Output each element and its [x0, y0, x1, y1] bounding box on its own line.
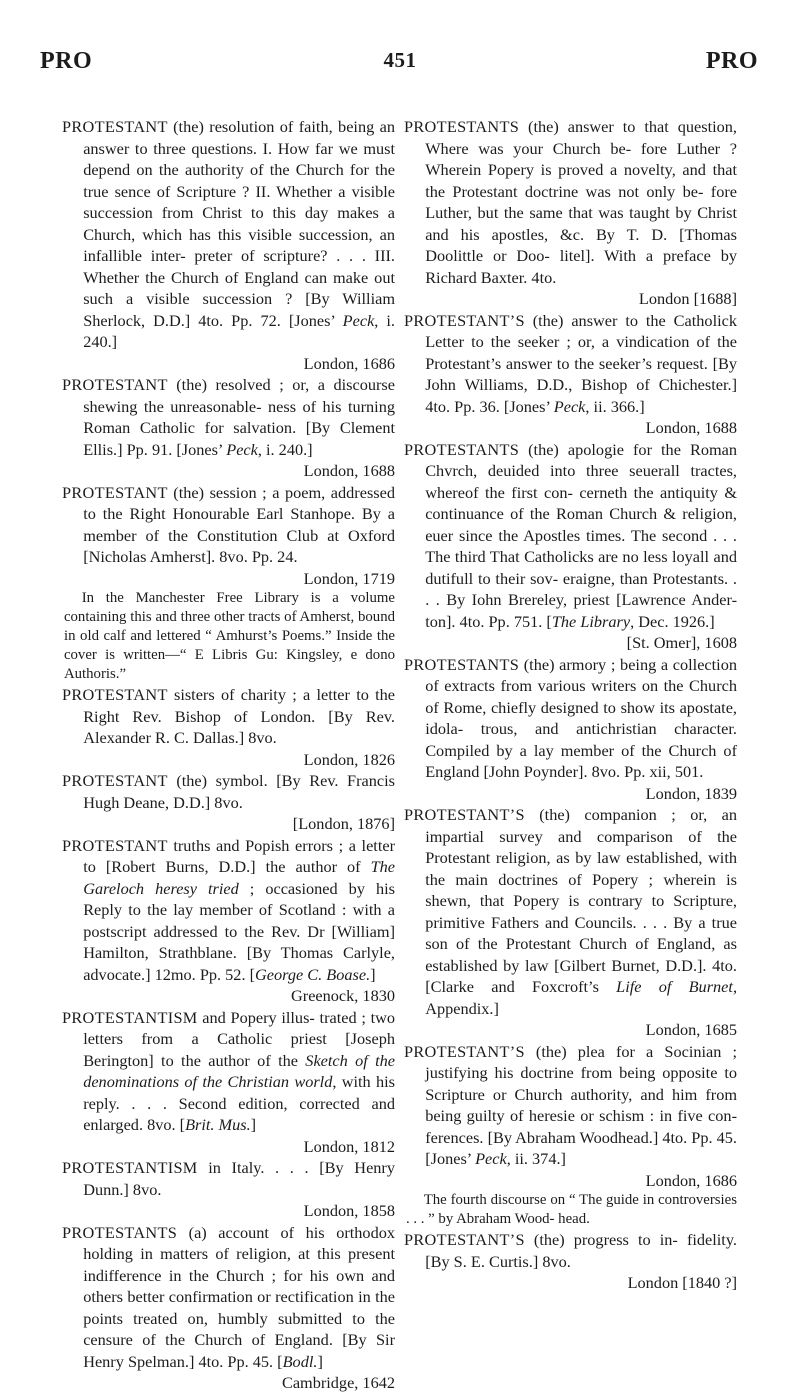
- entry: PROTESTANTS (the) apologie for the Roman Chvrch, deuided into three seuerall tractes, whereof the first con- cerneth the antiquity & continuance of the Roman Church & religion, euer since the Apostles times. The second . . . The third That Catholicks are no less loyall and dutifull to their sov- eraigne, than Protestants. . . . By Iohn Brereley, priest [Lawrence Ander- ton]. 4to. Pp. 751. [The Library, Dec. 1926.] [St. Omer], 1608: [404, 439, 737, 652]
- entry: PROTESTANT’S (the) companion ; or, an impartial survey and comparison of the Protestant religion, as by law established, with the main doctrines of Popery ; wherein is shewn, that Popery is contrary to Scripture, primitive Fathers and Councils. . . . By a true son of the Protestant Church of England, as established by law [Gilbert Burnet, D.D.]. 4to. [Clarke and Foxcroft’s Life of Burnet, Appendix.] London, 1685: [404, 805, 738, 1039]
- imprint: [London, 1876]: [292, 814, 395, 833]
- entry: PROTESTANT sisters of charity ; a letter to the Right Rev. Bishop of London. [By Rev. Alexander R. C. Dallas.] 8vo. London, 1826: [62, 685, 395, 769]
- imprint: Cambridge, 1642: [281, 1373, 395, 1392]
- imprint: London, 1686: [303, 353, 395, 373]
- imprint: London, 1686: [645, 1170, 737, 1190]
- imprint: London, 1719: [303, 568, 395, 588]
- entry: PROTESTANT (the) symbol. [By Rev. Francis Hugh Deane, D.D.] 8vo. [London, 1876]: [62, 771, 395, 833]
- running-head-right: PRO: [705, 48, 758, 74]
- entry: PROTESTANTISM in Italy. . . . [By Henry Dunn.] 8vo. London, 1858: [62, 1158, 395, 1220]
- right-column: [404, 116, 737, 1294]
- imprint: Greenock, 1830: [291, 986, 395, 1005]
- entry: PROTESTANTISM and Popery illus- trated ; two letters from a Catholic priest [Joseph Berington] to the author of the Sketch of the denominations of the Christian world, with his reply. . . . Second edition, corrected and enlarged. 8vo. [Brit. Mus.] London, 1812: [62, 1007, 395, 1156]
- imprint: London, 1688: [645, 418, 737, 437]
- imprint: London, 1839: [645, 783, 737, 803]
- entry: PROTESTANT’S (the) progress to in- fidelity. [By S. E. Curtis.] 8vo. London [1840 ?]: [404, 1230, 737, 1292]
- entry: PROTESTANT truths and Popish errors ; a letter to [Robert Burns, D.D.] the author of The Gareloch heresy tried ; occasioned by his Reply to the lay member of Scotland : with a postscript addressed to the Rev. Dr [William] Hamilton, Strathblane. [By Thomas Carlyle, advocate.] 12mo. Pp. 52. [George C. Boase.] Greenock, 1830: [62, 835, 395, 1005]
- entry: PROTESTANT’S (the) answer to the Catholick Letter to the seeker ; or, a vindication of the Protestant’s answer to the seeker’s request. [By John Williams, D.D., Bishop of Chichester.] 4to. Pp. 36. [Jones’ Peck, ii. 366.] London, 1688: [404, 310, 737, 437]
- entry: PROTESTANTS (a) account of his orthodox holding in matters of religion, at this present indifference in the Church ; for his own and others better confirmation or rectification in the points treated on, humbly submitted to the censure of the Church of England. [By Sir Henry Spelman.] 4to. Pp. 45. [Bodl.] Cambridge, 1642: [62, 1222, 395, 1392]
- imprint: London [1688]: [638, 289, 737, 308]
- entry-note: The fourth discourse on “ The guide in controversies . . . ” by Abraham Wood- head.: [405, 1192, 737, 1227]
- imprint: London, 1858: [303, 1201, 395, 1220]
- entry: PROTESTANT (the) resolved ; or, a discourse shewing the unreasonable- ness of his turning Roman Catholic for salvation. [By Clement Ellis.] Pp. 91. [Jones’ Peck, i. 240.] London, 1688: [62, 375, 395, 480]
- entry: PROTESTANT (the) session ; a poem, addressed to the Right Honourable Earl Stanhope. By a member of the Constitution Club at Oxford [Nicholas Amherst]. 8vo. Pp. 24. London, 1719 In the Manchester Free Library is a volume containing this and three other tracts of Amherst, bound in old calf and lettered “ Amhurst’s Poems.” Inside the cover is written—“ E Libris Gu: Kingsley, e dono Authoris.”: [62, 482, 395, 682]
- imprint: London, 1685: [645, 1020, 737, 1039]
- entry: PROTESTANT’S (the) plea for a Socinian ; justifying his doctrine from being opposite to Scripture or Church authority, and him from being guilty of heresie or schism : in five con- ferences. [By Abraham Woodhead.] 4to. Pp. 45. [Jones’ Peck, ii. 374.] London, 1686 The fourth discourse on “ The guide in controversies . . . ” by Abraham Wood- head.: [404, 1041, 737, 1227]
- entry: PROTESTANTS (the) answer to that question, Where was your Church be- fore Luther ? Wherein Popery is proved a novelty, and that the Protestant doctrine was not only be- fore Luther, but the same that was taught by Christ and his apostles, &c. By T. D. [Thomas Doolittle or Doo- litel]. With a preface by Richard Baxter. 4to. London [1688]: [404, 117, 737, 308]
- imprint: London, 1812: [303, 1136, 395, 1156]
- entry: PROTESTANT (the) resolution of faith, being an answer to three questions. I. How far we must depend on the authority of the Church for the true sence of Scripture ? II. Whether a visible succession from Christ to this day makes a Church, which has this visible succession, an infallible inter- preter of scripture? . . . III. Whether the Church of England can make out such a visible succession ? [By William Sherlock, D.D.] 4to. Pp. 72. [Jones’ Peck, i. 240.] London, 1686: [62, 117, 395, 373]
- imprint: London, 1688: [303, 461, 395, 480]
- entry: PROTESTANTS (the) armory ; being a collection of extracts from various writers on the Church of Rome, chiefly designed to show its apostate, idola- trous, and antichristian character. Compiled by a lay member of the Church of England [John Poynder]. 8vo. Pp. xii, 501. London, 1839: [404, 654, 737, 803]
- imprint: [St. Omer], 1608: [626, 633, 737, 652]
- imprint: London, 1826: [303, 749, 395, 769]
- left-column: [62, 116, 395, 1394]
- imprint: London [1840 ?]: [627, 1273, 737, 1292]
- running-head-left: PRO: [40, 48, 93, 74]
- entry-note: In the Manchester Free Library is a volume containing this and three other tracts of Amherst, bound in old calf and lettered “ Amhurst’s Poems.” Inside the cover is written—“ E Libris Gu: Kingsley, e dono Authoris.”: [63, 590, 395, 682]
- page-number: 451: [383, 48, 417, 72]
